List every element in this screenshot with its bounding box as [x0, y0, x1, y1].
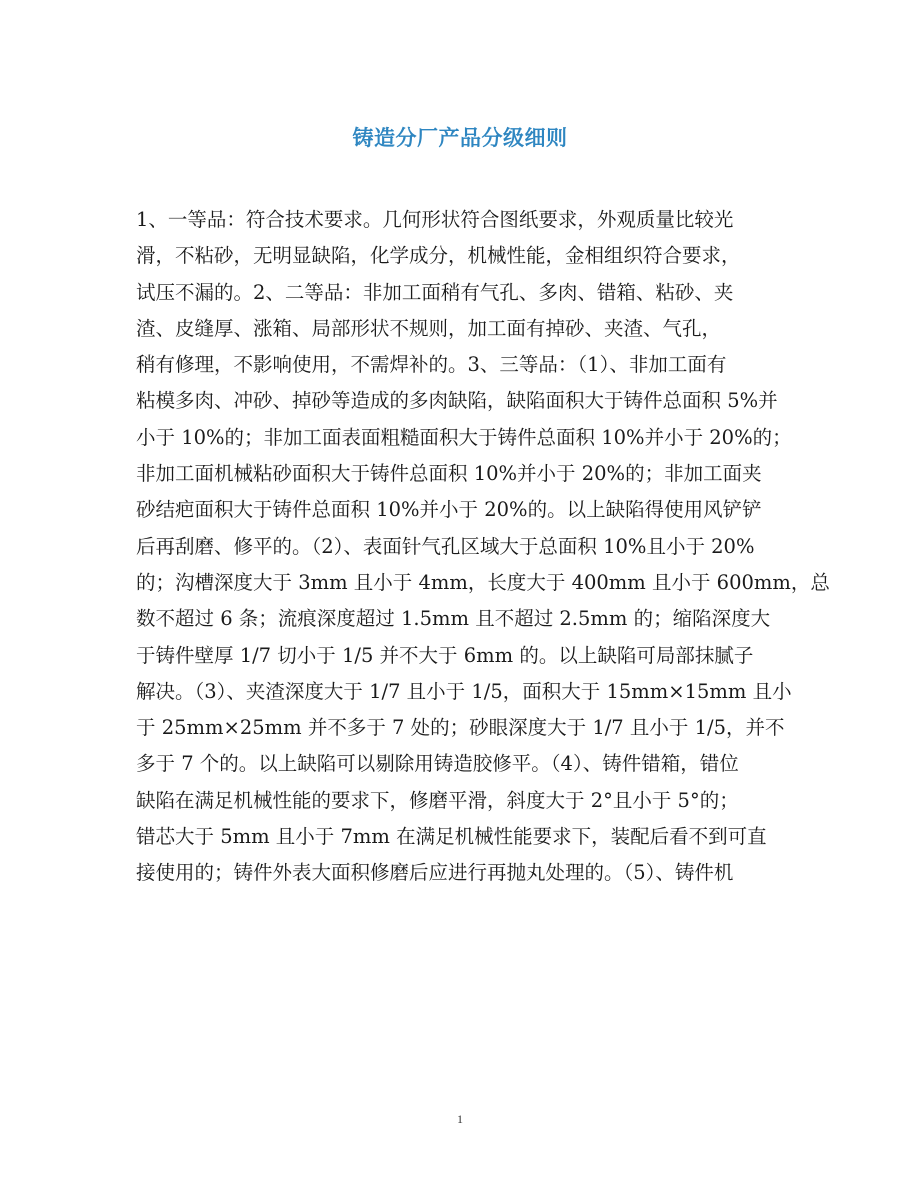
text-line: 数不超过 6 条；流痕深度超过 1.5mm 且不超过 2.5mm 的；缩陷深度大 — [136, 607, 771, 631]
text-line: 接使用的；铸件外表大面积修磨后应进行再抛丸处理的。（5）、铸件机 — [136, 861, 734, 885]
text-line: 错芯大于 5mm 且小于 7mm 在满足机械性能要求下，装配后看不到可直 — [136, 825, 767, 849]
page-number: 1 — [457, 1112, 463, 1126]
text-line: 试压不漏的。2、二等品：非加工面稍有气孔、多肉、错箱、粘砂、夹 — [136, 280, 734, 304]
text-line: 多于 7 个的。以上缺陷可以剔除用铸造胶修平。（4）、铸件错箱，错位 — [136, 752, 739, 776]
text-line: 缺陷在满足机械性能的要求下，修磨平滑，斜度大于 2°且小于 5°的； — [136, 788, 739, 812]
text-line: 稍有修理，不影响使用，不需焊补的。3、三等品：（1）、非加工面有 — [136, 353, 727, 377]
text-line: 非加工面机械粘砂面积大于铸件总面积 10%并小于 20%的；非加工面夹 — [136, 462, 762, 486]
document-body — [136, 202, 830, 892]
text-line: 粘模多肉、冲砂、掉砂等造成的多肉缺陷，缺陷面积大于铸件总面积 5%并 — [136, 389, 778, 413]
text-line: 解决。（3）、夹渣深度大于 1/7 且小于 1/5，面积大于 15mm×15mm 且小 — [136, 679, 792, 703]
text-line: 后再刮磨、修平的。（2）、表面针气孔区域大于总面积 10%且小于 20% — [136, 534, 755, 558]
text-line: 小于 10%的；非加工面表面粗糙面积大于铸件总面积 10%并小于 20%的； — [136, 425, 792, 449]
text-line: 于 25mm×25mm 并不多于 7 处的；砂眼深度大于 1/7 且小于 1/5，并不 — [136, 716, 785, 740]
text-line: 滑，不粘砂，无明显缺陷，化学成分，机械性能，金相组织符合要求， — [136, 244, 741, 268]
text-line: 渣、皮缝厚、涨箱、局部形状不规则，加工面有掉砂、夹渣、气孔， — [136, 316, 722, 340]
text-line: 砂结疤面积大于铸件总面积 10%并小于 20%的。以上缺陷得使用风铲铲 — [136, 498, 762, 522]
text-line: 的；沟槽深度大于 3mm 且小于 4mm，长度大于 400mm 且小于 600mm，总 — [136, 570, 830, 594]
text-line: 1、一等品：符合技术要求。几何形状符合图纸要求，外观质量比较光 — [136, 208, 734, 231]
document-title: 铸造分厂产品分级细则 — [352, 125, 568, 150]
text-line: 于铸件壁厚 1/7 切小于 1/5 并不大于 6mm 的。以上缺陷可局部抹腻子 — [136, 643, 754, 667]
